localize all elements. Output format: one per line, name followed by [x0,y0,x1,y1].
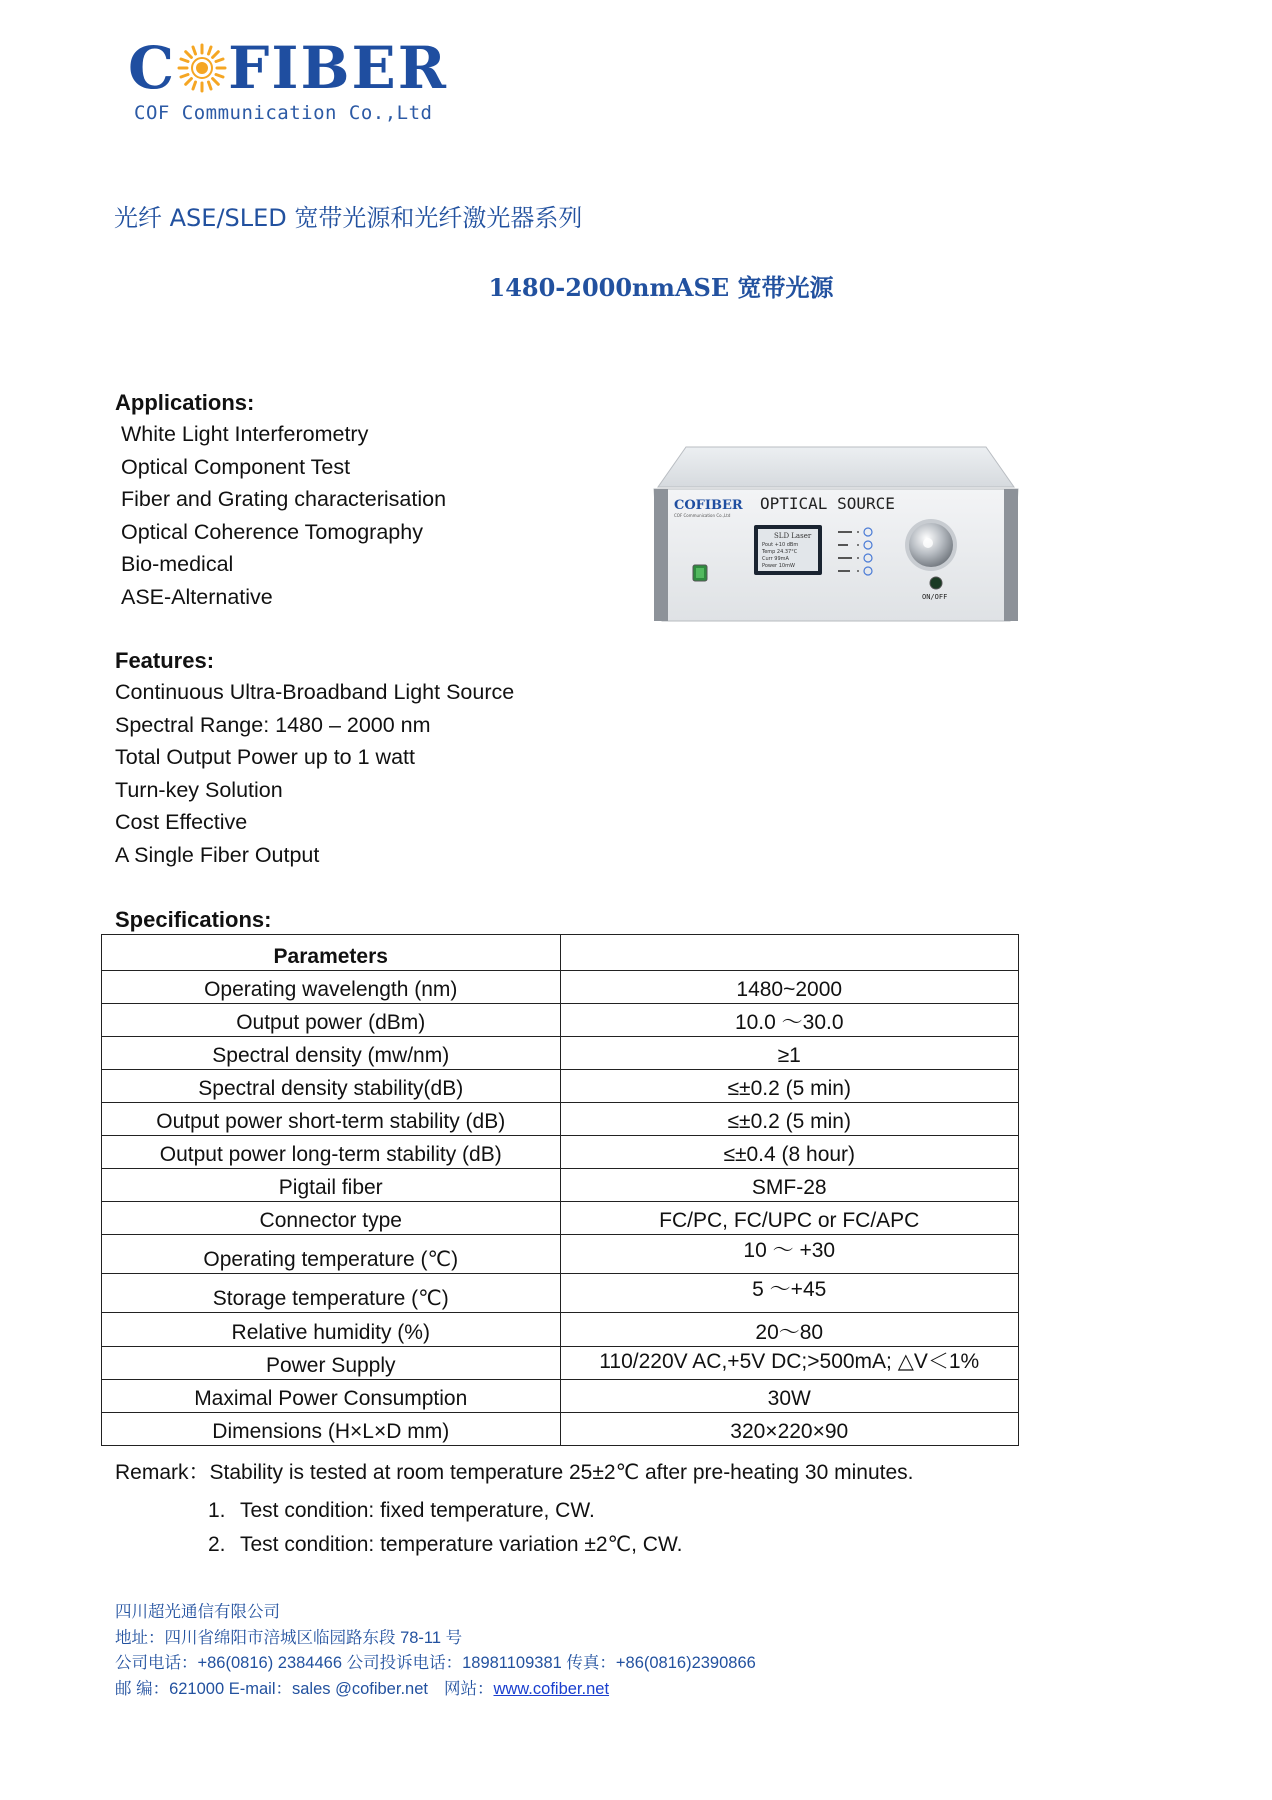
list-item: Continuous Ultra-Broadband Light Source [115,680,515,704]
param-cell: Dimensions (H×L×D mm) [102,1413,561,1446]
param-cell: Operating temperature (℃) [102,1235,561,1274]
logo-subtitle: COF Communication Co.,Ltd [134,102,433,124]
value-cell: ≤±0.2 (5 min) [560,1103,1019,1136]
table-row [102,1202,1019,1235]
footer-postcode-email: 邮 编：621000 E-mail：sales @cofiber.net [115,1679,428,1698]
list-item: White Light Interferometry [121,422,369,446]
footer-postcode-row [115,1677,756,1703]
logo-letter-c: C [128,34,177,102]
value-cell: ≥1 [560,1037,1019,1070]
value-cell: 20～80 [560,1313,1019,1347]
value-cell: 1480~2000 [560,971,1019,1004]
table-row [102,1169,1019,1202]
notes-list [208,1494,682,1562]
table-row [102,1136,1019,1169]
param-cell: Power Supply [102,1347,561,1380]
list-item: A Single Fiber Output [115,842,320,867]
table-row [102,1380,1019,1413]
table-row [102,971,1019,1004]
value-cell: 10 ～ +30 [560,1235,1019,1274]
product-title: 1480-2000nmASE 宽带光源 [488,273,834,302]
applications-list [121,418,446,613]
param-cell: Output power short-term stability (dB) [102,1103,561,1136]
device-power-label: ON/OFF [922,593,948,601]
note-text: Test condition: temperature variation ±2℃, CW. [240,1533,683,1556]
list-item: Total Output Power up to 1 watt [115,745,415,769]
specifications-heading: Specifications: [115,907,272,932]
list-item: Turn-key Solution [115,777,283,802]
table-header-value [560,935,1019,971]
applications-section [115,390,446,613]
list-item: Spectral Range: 1480 – 2000 nm [115,712,431,737]
list-item [208,1528,682,1562]
features-list [115,676,514,871]
value-cell: ≤±0.4 (8 hour) [560,1136,1019,1169]
value-cell: 110/220V AC,+5V DC;>500mA; △V＜1% [560,1347,1019,1380]
table-header-row [102,935,1019,971]
table-row [102,1274,1019,1313]
param-cell: Maximal Power Consumption [102,1380,561,1413]
optical-source-device-image [650,445,1022,623]
features-heading: Features: [115,648,215,673]
lcd-line: Pout +10 dBm [762,542,799,548]
footer-contact [115,1600,756,1702]
remark-text: Remark：Stability is tested at room temperature 25±2℃ after pre-heating 30 minutes. [115,1461,914,1484]
specifications-table [101,934,1019,1446]
table-row [102,1313,1019,1347]
footer-company: 四川超光通信有限公司 [115,1603,280,1621]
value-cell: SMF-28 [560,1169,1019,1202]
param-cell: Spectral density stability(dB) [102,1070,561,1103]
param-cell: Relative humidity (%) [102,1313,561,1347]
value-cell: FC/PC, FC/UPC or FC/APC [560,1202,1019,1235]
lcd-line: Temp 24.37°C [762,549,798,555]
value-cell: 5 ～+45 [560,1274,1019,1313]
table-row [102,1235,1019,1274]
sun-icon [177,43,227,93]
table-row [102,1037,1019,1070]
list-item: Bio-medical [121,552,234,576]
table-row [102,1070,1019,1103]
device-brand-sub: COF Communication Co.,Ltd [674,513,731,518]
lcd-line: Power 10mW [762,563,795,569]
website-link[interactable]: www.cofiber.net [493,1679,610,1698]
param-cell: Connector type [102,1202,561,1235]
table-row [102,1103,1019,1136]
list-item: Optical Coherence Tomography [121,519,423,544]
param-cell: Operating wavelength (nm) [102,971,561,1004]
param-cell: Output power (dBm) [102,1004,561,1037]
table-row [102,1347,1019,1380]
device-brand: COFIBER [674,498,743,513]
param-cell: Storage temperature (℃) [102,1274,561,1313]
logo-wordmark [128,36,468,100]
list-item: Fiber and Grating characterisation [121,487,447,511]
lcd-line: SLD Laser [774,532,812,540]
note-number: 1. [208,1499,226,1522]
company-logo [128,36,468,126]
series-title: 光纤 ASE/SLED 宽带光源和光纤激光器系列 [114,204,583,232]
list-item: Cost Effective [115,810,248,834]
list-item: Optical Component Test [121,454,351,479]
value-cell: 30W [560,1380,1019,1413]
table-header-parameters: Parameters [102,935,561,971]
note-text: Test condition: fixed temperature, CW. [240,1499,595,1522]
footer-website-label: 网站： [443,1679,494,1698]
param-cell: Spectral density (mw/nm) [102,1037,561,1070]
footer-phones: 公司电话：+86(0816) 2384466 公司投诉电话：18981109381 传真：+86(0816)2390866 [115,1654,756,1672]
value-cell: ≤±0.2 (5 min) [560,1070,1019,1103]
table-row [102,1004,1019,1037]
footer-address: 地址：四川省绵阳市涪城区临园路东段 78-11 号 [115,1628,463,1647]
device-panel-title: OPTICAL SOURCE [760,494,895,513]
value-cell: 320×220×90 [560,1413,1019,1446]
param-cell: Pigtail fiber [102,1169,561,1202]
note-number: 2. [208,1533,226,1556]
list-item [208,1494,682,1528]
value-cell: 10.0 ～30.0 [560,1004,1019,1037]
applications-heading: Applications: [115,390,255,415]
logo-letters-fiber: FIBER [228,34,448,102]
lcd-line: Curr 99mA [762,556,789,562]
features-section [115,648,514,871]
list-item: ASE-Alternative [121,584,273,609]
table-row [102,1413,1019,1446]
param-cell: Output power long-term stability (dB) [102,1136,561,1169]
